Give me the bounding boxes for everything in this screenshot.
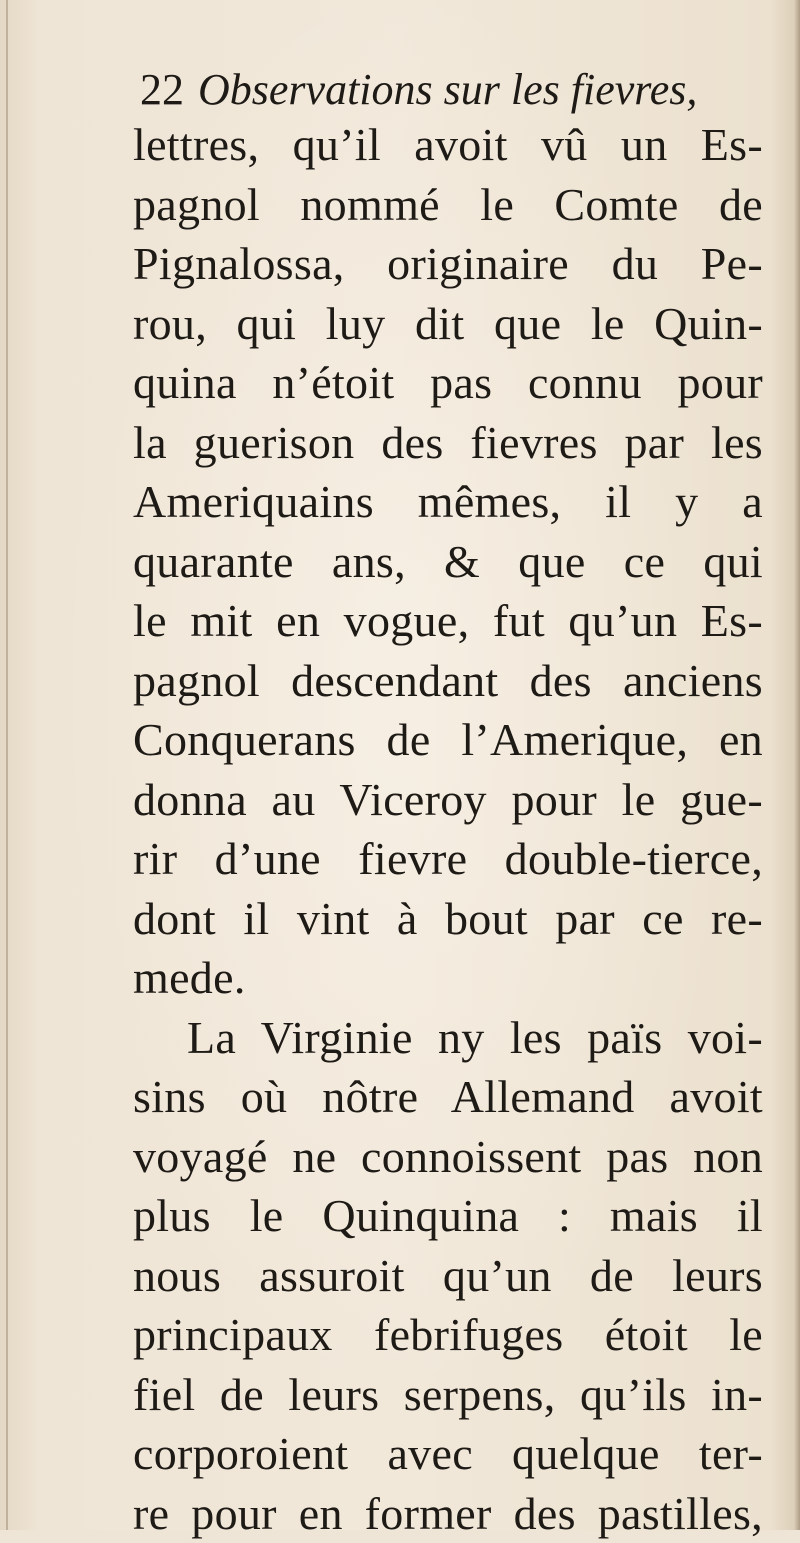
text-line: corporoient avec quelque ter- [133,1424,763,1484]
text-line: le mit en vogue, fut qu’un Es- [133,591,763,651]
text-line: rou, qui luy dit que le Quin- [133,294,763,354]
body-text [133,115,763,1543]
text-line: rir d’une fievre double-tierce, [133,829,763,889]
text-line: dont il vint à bout par ce re- [133,889,763,949]
text-line: fiel de leurs serpens, qu’ils in- [133,1365,763,1425]
text-line: quarante ans, & que ce qui [133,532,763,592]
text-line: pagnol descendant des anciens [133,651,763,711]
page-number: 22 [140,65,184,114]
running-title: Observations sur les fievres, [198,65,697,114]
text-line: pagnol nommé le Comte de [133,175,763,235]
text-line-paragraph-end: mede. [133,948,763,1008]
text-line: voyagé ne connoissent pas non [133,1127,763,1187]
text-line: Conquerans de l’Amerique, en [133,710,763,770]
text-line: principaux febrifuges étoit le [133,1305,763,1365]
text-line: donna au Viceroy pour le gue- [133,770,763,830]
text-line: la guerison des fievres par les [133,413,763,473]
text-line: sins où nôtre Allemand avoit [133,1067,763,1127]
running-head [140,60,780,120]
text-line: quina n’étoit pas connu pour [133,353,763,413]
text-line: Ameriquains mêmes, il y a [133,472,763,532]
page-gutter-edge [6,0,8,1530]
text-line: re pour en former des pastilles, [133,1484,763,1543]
text-line: nous assuroit qu’un de leurs [133,1246,763,1306]
text-line: Pignalossa, originaire du Pe- [133,234,763,294]
page-right-edge [794,0,800,1530]
text-line-paragraph-start: La Virginie ny les païs voi- [133,1008,763,1068]
text-line: plus le Quinquina : mais il [133,1186,763,1246]
text-line: lettres, qu’il avoit vû un Es- [133,115,763,175]
